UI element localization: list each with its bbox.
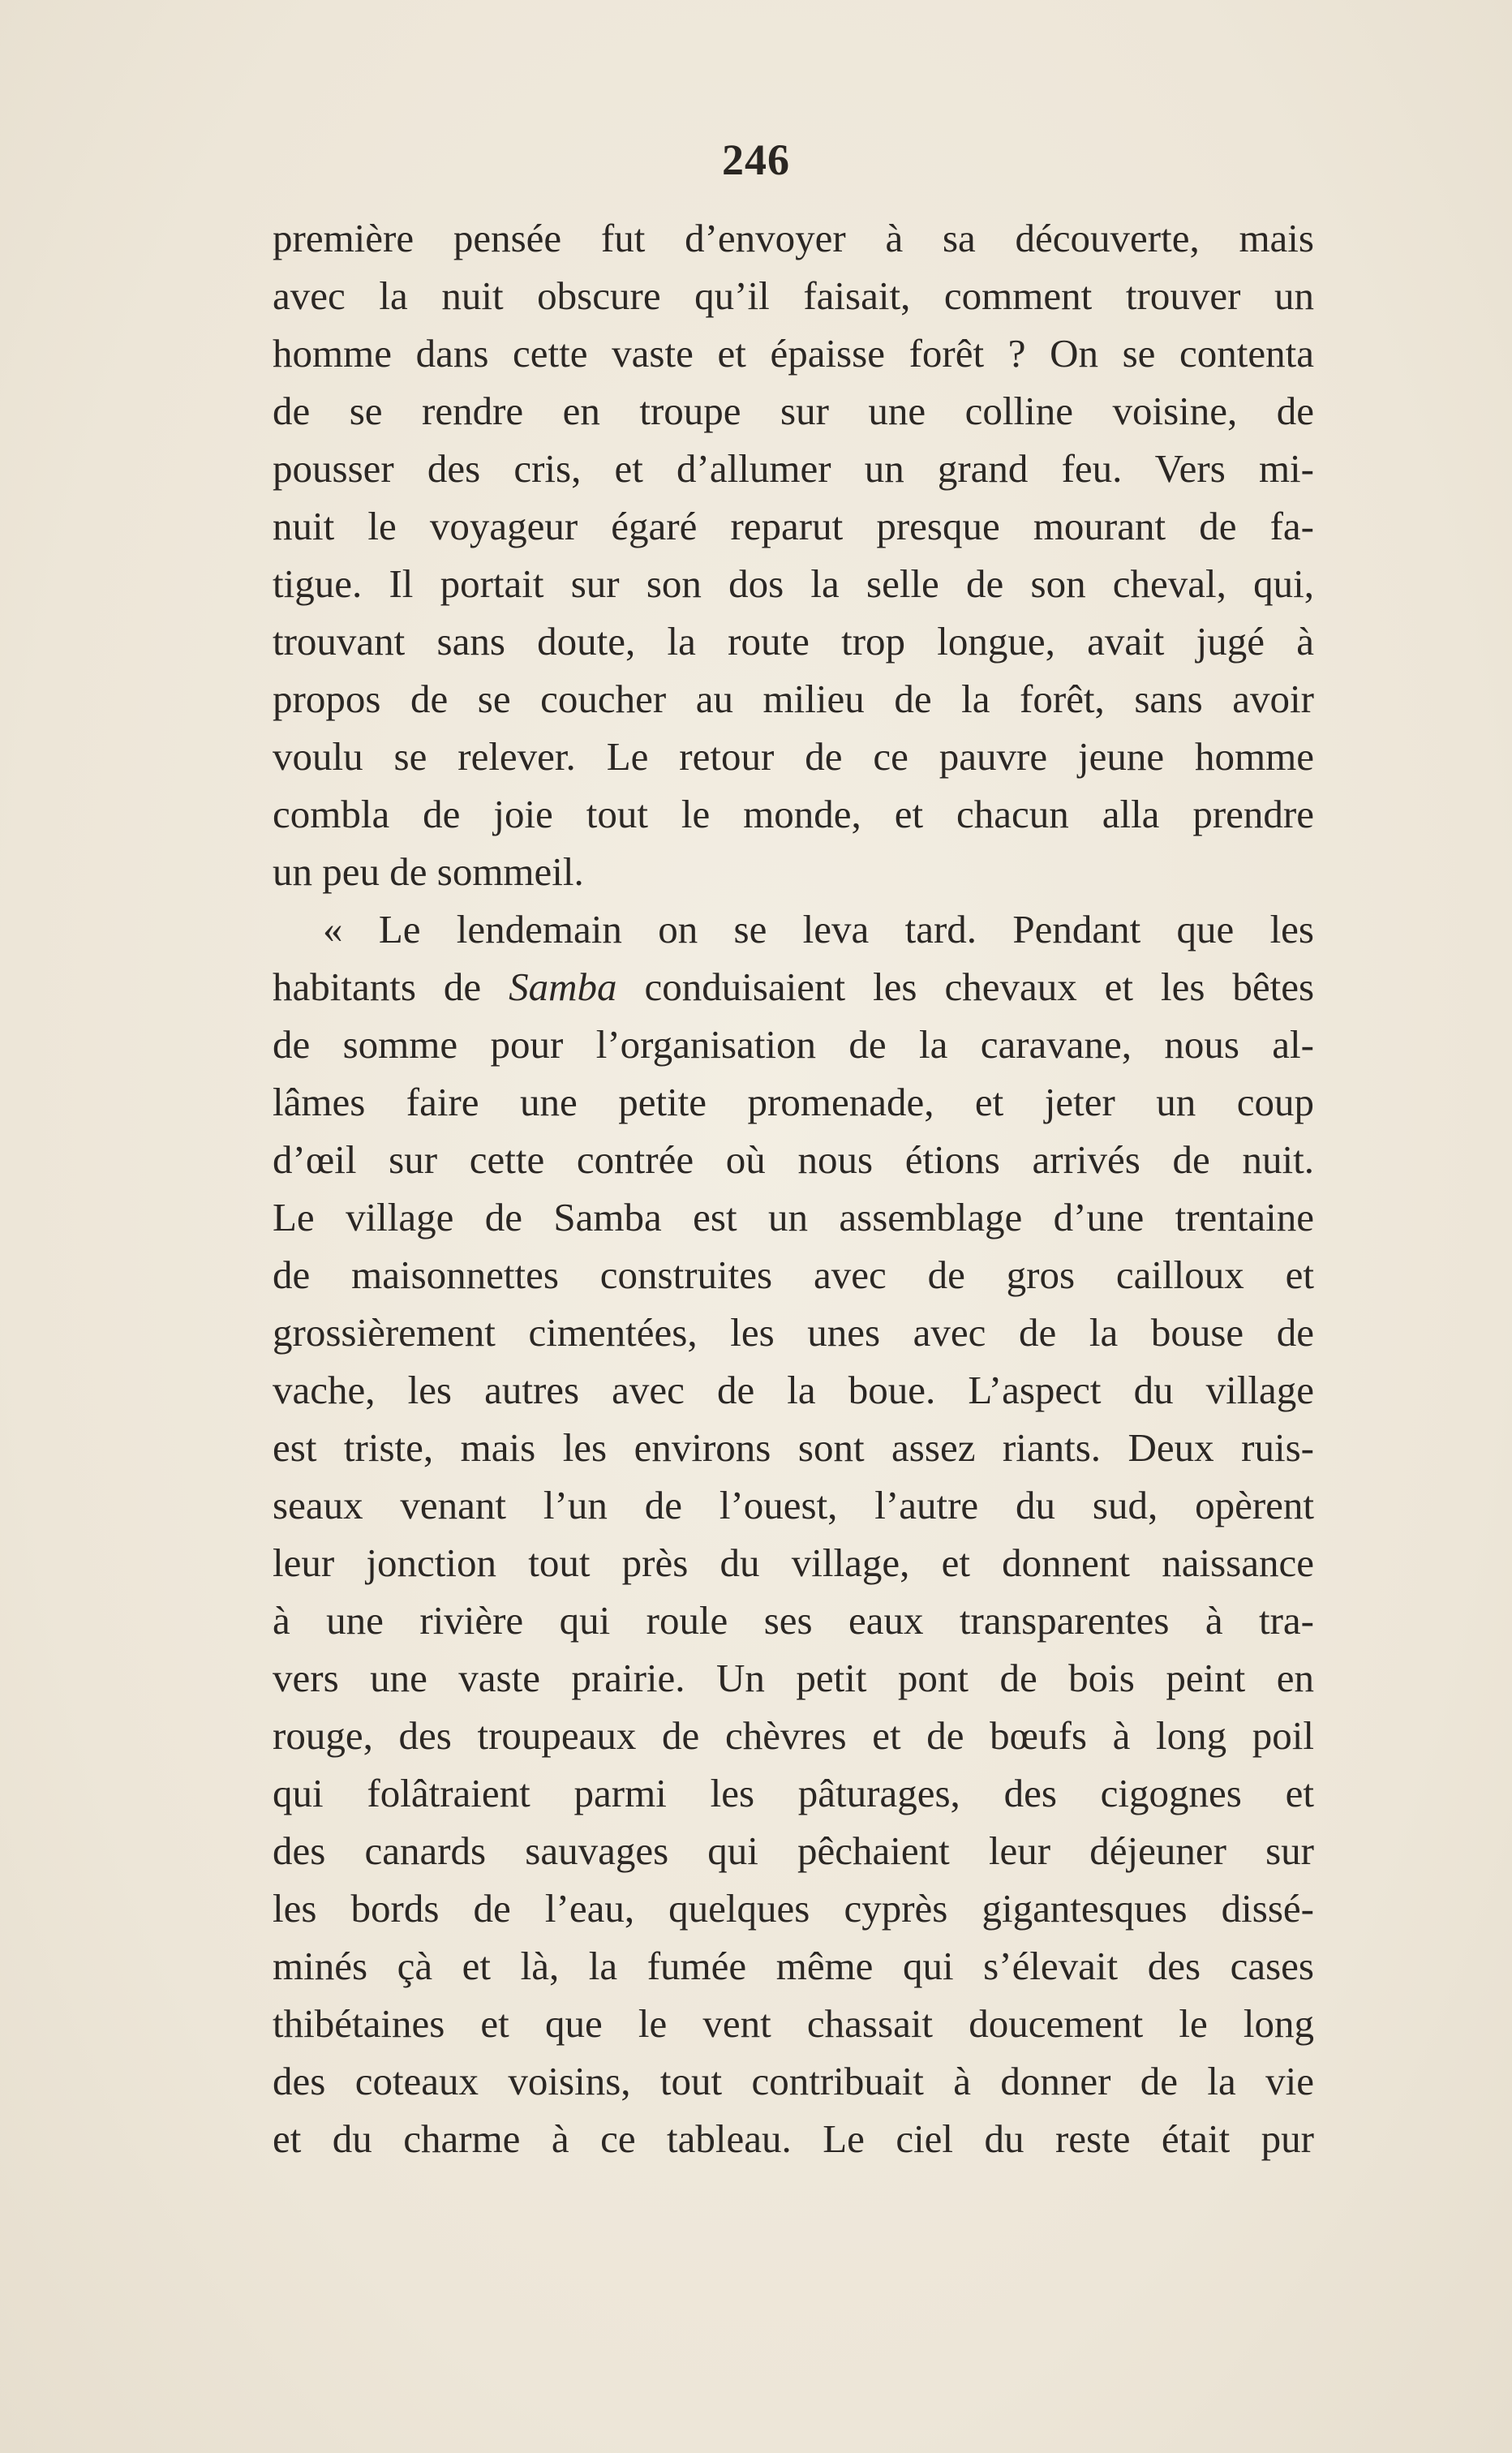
text-line: homme dans cette vaste et épaisse forêt ? On se contenta [273, 331, 1314, 376]
text-line-with-italic [273, 958, 1314, 1016]
text-line: nuit le voyageur égaré reparut presque mourant de fa- [273, 504, 1314, 548]
text-line: première pensée fut d’envoyer à sa découverte, mais [273, 216, 1314, 260]
text-line: lâmes faire une petite promenade, et jeter un coup [273, 1080, 1314, 1124]
text-line: thibétaines et que le vent chassait doucement le long [273, 2001, 1314, 2046]
text-line: tigue. Il portait sur son dos la selle de son cheval, qui, [273, 561, 1314, 606]
paragraph-start-line: « Le lendemain on se leva tard. Pendant que les [323, 907, 1314, 952]
text-line: et du charme à ce tableau. Le ciel du reste était pur [273, 2116, 1314, 2161]
text-line: des canards sauvages qui pêchaient leur déjeuner sur [273, 1828, 1314, 1873]
text-line: des coteaux voisins, tout contribuait à donner de la vie [273, 2059, 1314, 2103]
text-line: de maisonnettes construites avec de gros cailloux et [273, 1252, 1314, 1297]
text-line: de se rendre en troupe sur une colline voisine, de [273, 389, 1314, 433]
text-line: leur jonction tout près du village, et donnent naissance [273, 1540, 1314, 1585]
text-line: est triste, mais les environs sont assez riants. Deux ruis- [273, 1425, 1314, 1470]
text-fragment: conduisaient les chevaux et les bêtes [644, 964, 1315, 1009]
text-line: seaux venant l’un de l’ouest, l’autre du sud, opèrent [273, 1483, 1314, 1527]
text-line: Le village de Samba est un assemblage d’une trentaine [273, 1195, 1314, 1239]
place-name-italic: Samba [509, 964, 617, 1009]
text-line: pousser des cris, et d’allumer un grand feu. Vers mi- [273, 446, 1314, 491]
text-line: grossièrement cimentées, les unes avec de la bouse de [273, 1310, 1314, 1355]
text-line: à une rivière qui roule ses eaux transparentes à tra- [273, 1598, 1314, 1643]
text-line: avec la nuit obscure qu’il faisait, comment trouver un [273, 273, 1314, 318]
text-line: rouge, des troupeaux de chèvres et de bœufs à long poil [273, 1713, 1314, 1758]
text-line: un peu de sommeil. [273, 849, 584, 894]
page-number: 246 [722, 135, 790, 184]
text-line: voulu se relever. Le retour de ce pauvre jeune homme [273, 734, 1314, 779]
text-line: minés çà et là, la fumée même qui s’élevait des cases [273, 1944, 1314, 1988]
text-line: combla de joie tout le monde, et chacun alla prendre [273, 792, 1314, 836]
text-fragment: habitants de [273, 964, 482, 1009]
text-line: propos de se coucher au milieu de la forêt, sans avoir [273, 677, 1314, 721]
text-line: d’œil sur cette contrée où nous étions arrivés de nuit. [273, 1137, 1314, 1182]
text-line: vers une vaste prairie. Un petit pont de bois peint en [273, 1656, 1314, 1700]
text-line: de somme pour l’organisation de la caravane, nous al- [273, 1022, 1314, 1067]
body-text [273, 209, 1314, 2167]
text-line: vache, les autres avec de la boue. L’aspect du village [273, 1368, 1314, 1412]
text-line: trouvant sans doute, la route trop longue, avait jugé à [273, 619, 1314, 664]
text-line: les bords de l’eau, quelques cyprès gigantesques dissé- [273, 1886, 1314, 1931]
text-line: qui folâtraient parmi les pâturages, des cigognes et [273, 1771, 1314, 1815]
